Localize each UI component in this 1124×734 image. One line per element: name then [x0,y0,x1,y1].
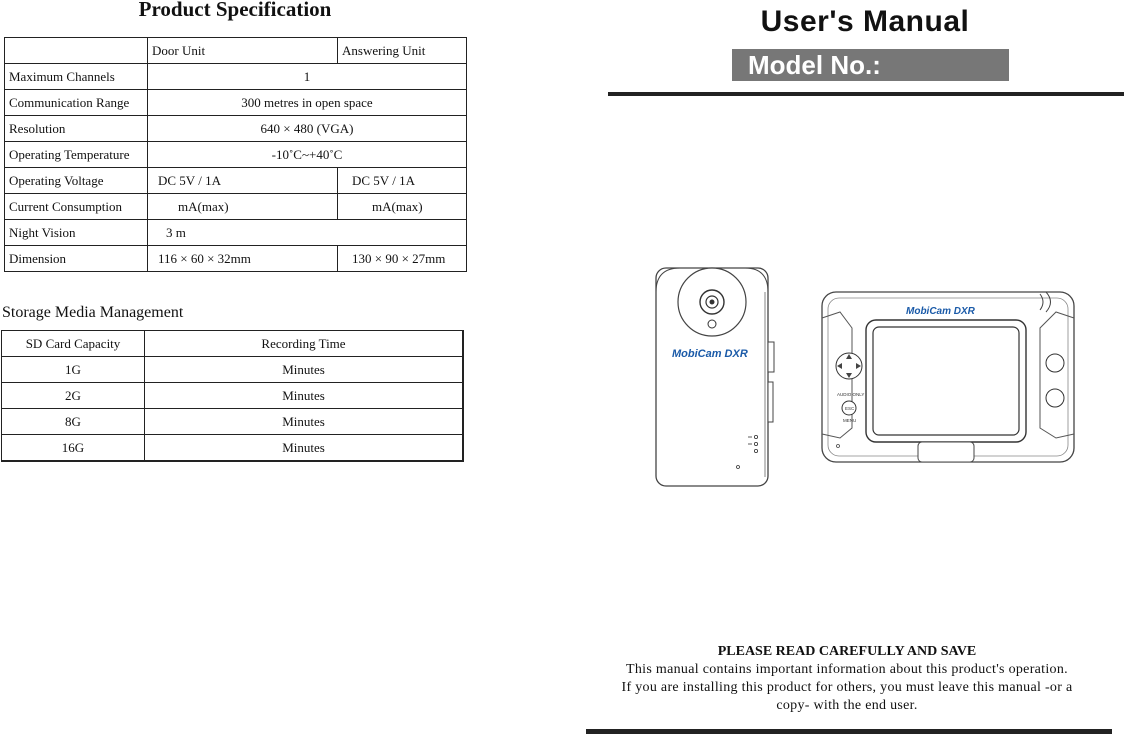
footer-line-2: If you are installing this product for others, you must leave this manual -or a [621,680,1073,695]
door-brand-logo: MobiCam DXR [672,348,748,360]
spec-row-label: Resolution [5,116,148,142]
spec-row [5,194,467,220]
spec-row [5,90,467,116]
spec-row-answer-value: 130 × 90 × 27mm [338,246,467,272]
model-number-bar: Model No.: [732,49,1009,81]
storage-title: Storage Media Management [2,304,184,321]
spec-row-door-value: 116 × 60 × 32mm [148,246,338,272]
storage-capacity: 16G [2,435,145,462]
spec-row-door-value: DC 5V / 1A [148,168,338,194]
storage-capacity: 8G [2,409,145,435]
menu-label: MENU [843,418,857,423]
storage-time: Minutes [145,383,464,409]
storage-row [2,435,464,462]
audio-only-label: AUDIO ONLY [837,392,865,397]
answering-unit-illustration [818,288,1078,468]
storage-row [2,357,464,383]
footer-notice [580,643,1114,715]
storage-time: Minutes [145,435,464,462]
talk-button-icon [1046,389,1064,407]
spec-row [5,64,467,90]
storage-row [2,409,464,435]
spec-table [4,37,467,272]
spec-row-value: -10˚C~+40˚C [148,142,467,168]
storage-capacity: 1G [2,357,145,383]
spec-header-blank [5,38,148,64]
storage-row [2,383,464,409]
answer-brand-logo: MobiCam DXR [906,306,975,317]
storage-capacity: 2G [2,383,145,409]
footer-line-3: copy- with the end user. [776,698,918,713]
footer-heading: PLEASE READ CAREFULLY AND SAVE [717,644,977,659]
display-screen [873,327,1019,435]
spec-header-answer: Answering Unit [338,38,467,64]
top-rule [608,92,1124,96]
side-slot [768,382,773,422]
spec-row-value: 1 [148,64,467,90]
spec-title: Product Specification [138,0,332,21]
call-button-icon [1046,354,1064,372]
stand-tab [918,442,974,462]
spec-row [5,246,467,272]
spec-header-row [5,38,467,64]
spec-row-label: Operating Voltage [5,168,148,194]
bottom-rule [586,729,1112,734]
spec-row-label: Communication Range [5,90,148,116]
esc-label: ESC [845,406,855,411]
spec-row [5,168,467,194]
spec-row-value: 300 metres in open space [148,90,467,116]
side-button [768,342,774,372]
spec-row-answer-value: DC 5V / 1A [338,168,467,194]
spec-row-door-value: mA(max) [148,194,338,220]
spec-row-label: Current Consumption [5,194,148,220]
spec-row-label: Maximum Channels [5,64,148,90]
storage-header-time: Recording Time [145,331,464,357]
storage-header-capacity: SD Card Capacity [2,331,145,357]
spec-row-answer-value: mA(max) [338,194,467,220]
storage-table [1,330,464,462]
spec-row-value: 640 × 480 (VGA) [148,116,467,142]
spec-row-label: Dimension [5,246,148,272]
manual-title: User's Manual [760,5,970,38]
spec-row [5,116,467,142]
storage-time: Minutes [145,409,464,435]
spec-row [5,220,467,246]
storage-header-row [2,331,464,357]
spec-row-label: Night Vision [5,220,148,246]
storage-time: Minutes [145,357,464,383]
footer-line-1: This manual contains important information about this product's operation. [626,662,1068,677]
door-unit-illustration [650,262,780,492]
spec-header-door: Door Unit [148,38,338,64]
spec-row-label: Operating Temperature [5,142,148,168]
spec-row [5,142,467,168]
spec-row-value: 3 m [148,220,467,246]
